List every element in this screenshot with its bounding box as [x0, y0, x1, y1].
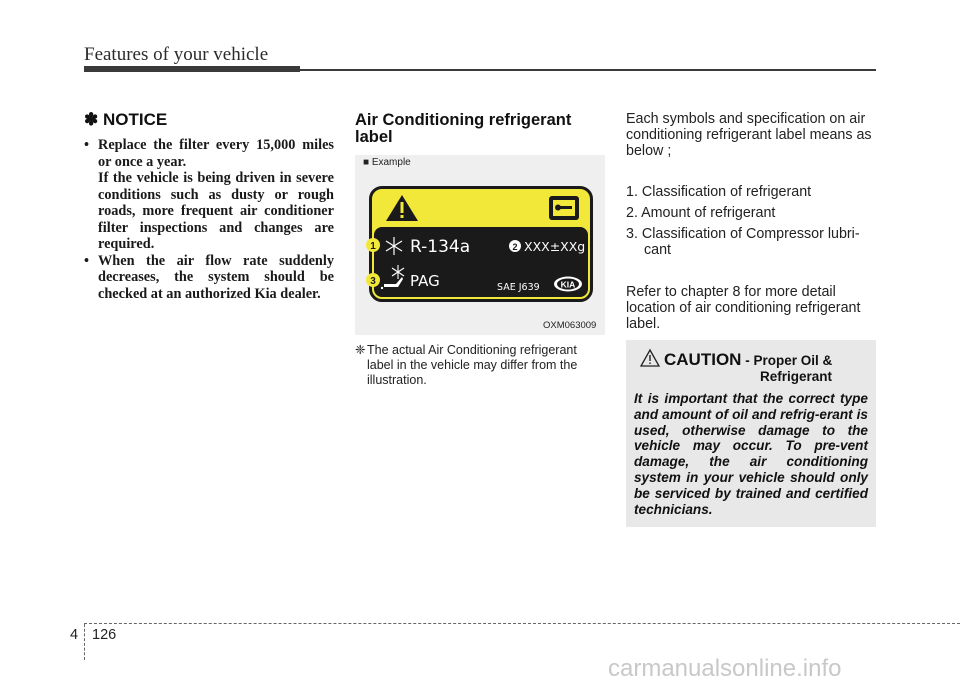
list-item: 3. Classification of Compressor lubri- cant [626, 226, 860, 258]
header-title: Features of your vehicle [84, 44, 269, 65]
footer-vertical-divider [84, 624, 85, 660]
refrigerant-label-illustration [369, 186, 593, 302]
refrigerant-type-text: R-134a [410, 237, 471, 257]
notice-item [84, 137, 334, 253]
header-rule-thick [84, 66, 300, 72]
oil-type-text: PAG [410, 272, 440, 290]
bullet-icon: • [84, 137, 90, 153]
marker-1-label: 1 [370, 241, 376, 252]
label-intro-paragraph: Each symbols and specification on air conditioning refrigerant label means as below ; [626, 111, 872, 159]
page-number: 126 [92, 627, 117, 643]
watermark: carmanualsonline.info [608, 655, 842, 682]
refrigerant-label-graphics [372, 189, 590, 299]
figure-note [355, 343, 605, 388]
footer-divider [84, 623, 960, 624]
section-title: Air Conditioning refrigerant label [355, 111, 572, 146]
note-symbol-icon: ❈ [355, 343, 366, 357]
figure-note-text: The actual Air Conditioning refrigerant label in the vehicle may differ from the illustration. [367, 343, 578, 387]
warning-triangle-icon [640, 349, 660, 367]
refer-paragraph: Refer to chapter 8 for more detail location of air conditioning refrigerant label. [626, 284, 861, 332]
notice-item-text: Replace the filter every 15,000 miles or once a year. If the vehicle is being driven in severe conditions such as dusty or rough roads, more frequent air conditioner filter inspections and changes are required. [98, 137, 334, 252]
caution-subtitle-line2: Refrigerant [760, 369, 833, 384]
marker-2-label: 2 [512, 242, 518, 252]
caution-subtitle: - Proper Oil & [741, 353, 833, 368]
warning-triangle-icon [386, 195, 418, 221]
standard-text: SAE J639 [497, 282, 540, 293]
list-item: 1. Classification of refrigerant [626, 184, 812, 200]
caution-body: It is important that the correct type and amount of oil and refrig-erant is used, otherwise damage to the vehicle may occur. To pre-vent damage, the air conditioning system in your vehicle should only be serviced by trained and certified technicians. [634, 391, 868, 517]
caution-heading [640, 349, 870, 370]
refrigerant-amount-text: XXX±XXg [524, 239, 586, 254]
caution-title: CAUTION [664, 350, 742, 369]
notice-item [84, 253, 334, 303]
list-item: 2. Amount of refrigerant [626, 205, 776, 221]
kia-logo-text: KIA [560, 279, 576, 290]
notice-item-text: When the air flow rate suddenly decreases, the system should be checked at an authorized Kia dealer. [98, 252, 334, 302]
figure-code: OXM063009 [543, 320, 597, 331]
label-spec-list [626, 184, 878, 263]
header-rule-thin [300, 69, 876, 71]
figure-caption: ■ Example [363, 157, 411, 168]
manual-book-icon [549, 196, 579, 220]
bullet-icon: • [84, 252, 90, 269]
chapter-number: 4 [70, 627, 79, 643]
marker-3-label: 3 [370, 276, 376, 287]
notice-list [84, 137, 334, 302]
notice-title: ✽ NOTICE [84, 110, 168, 129]
